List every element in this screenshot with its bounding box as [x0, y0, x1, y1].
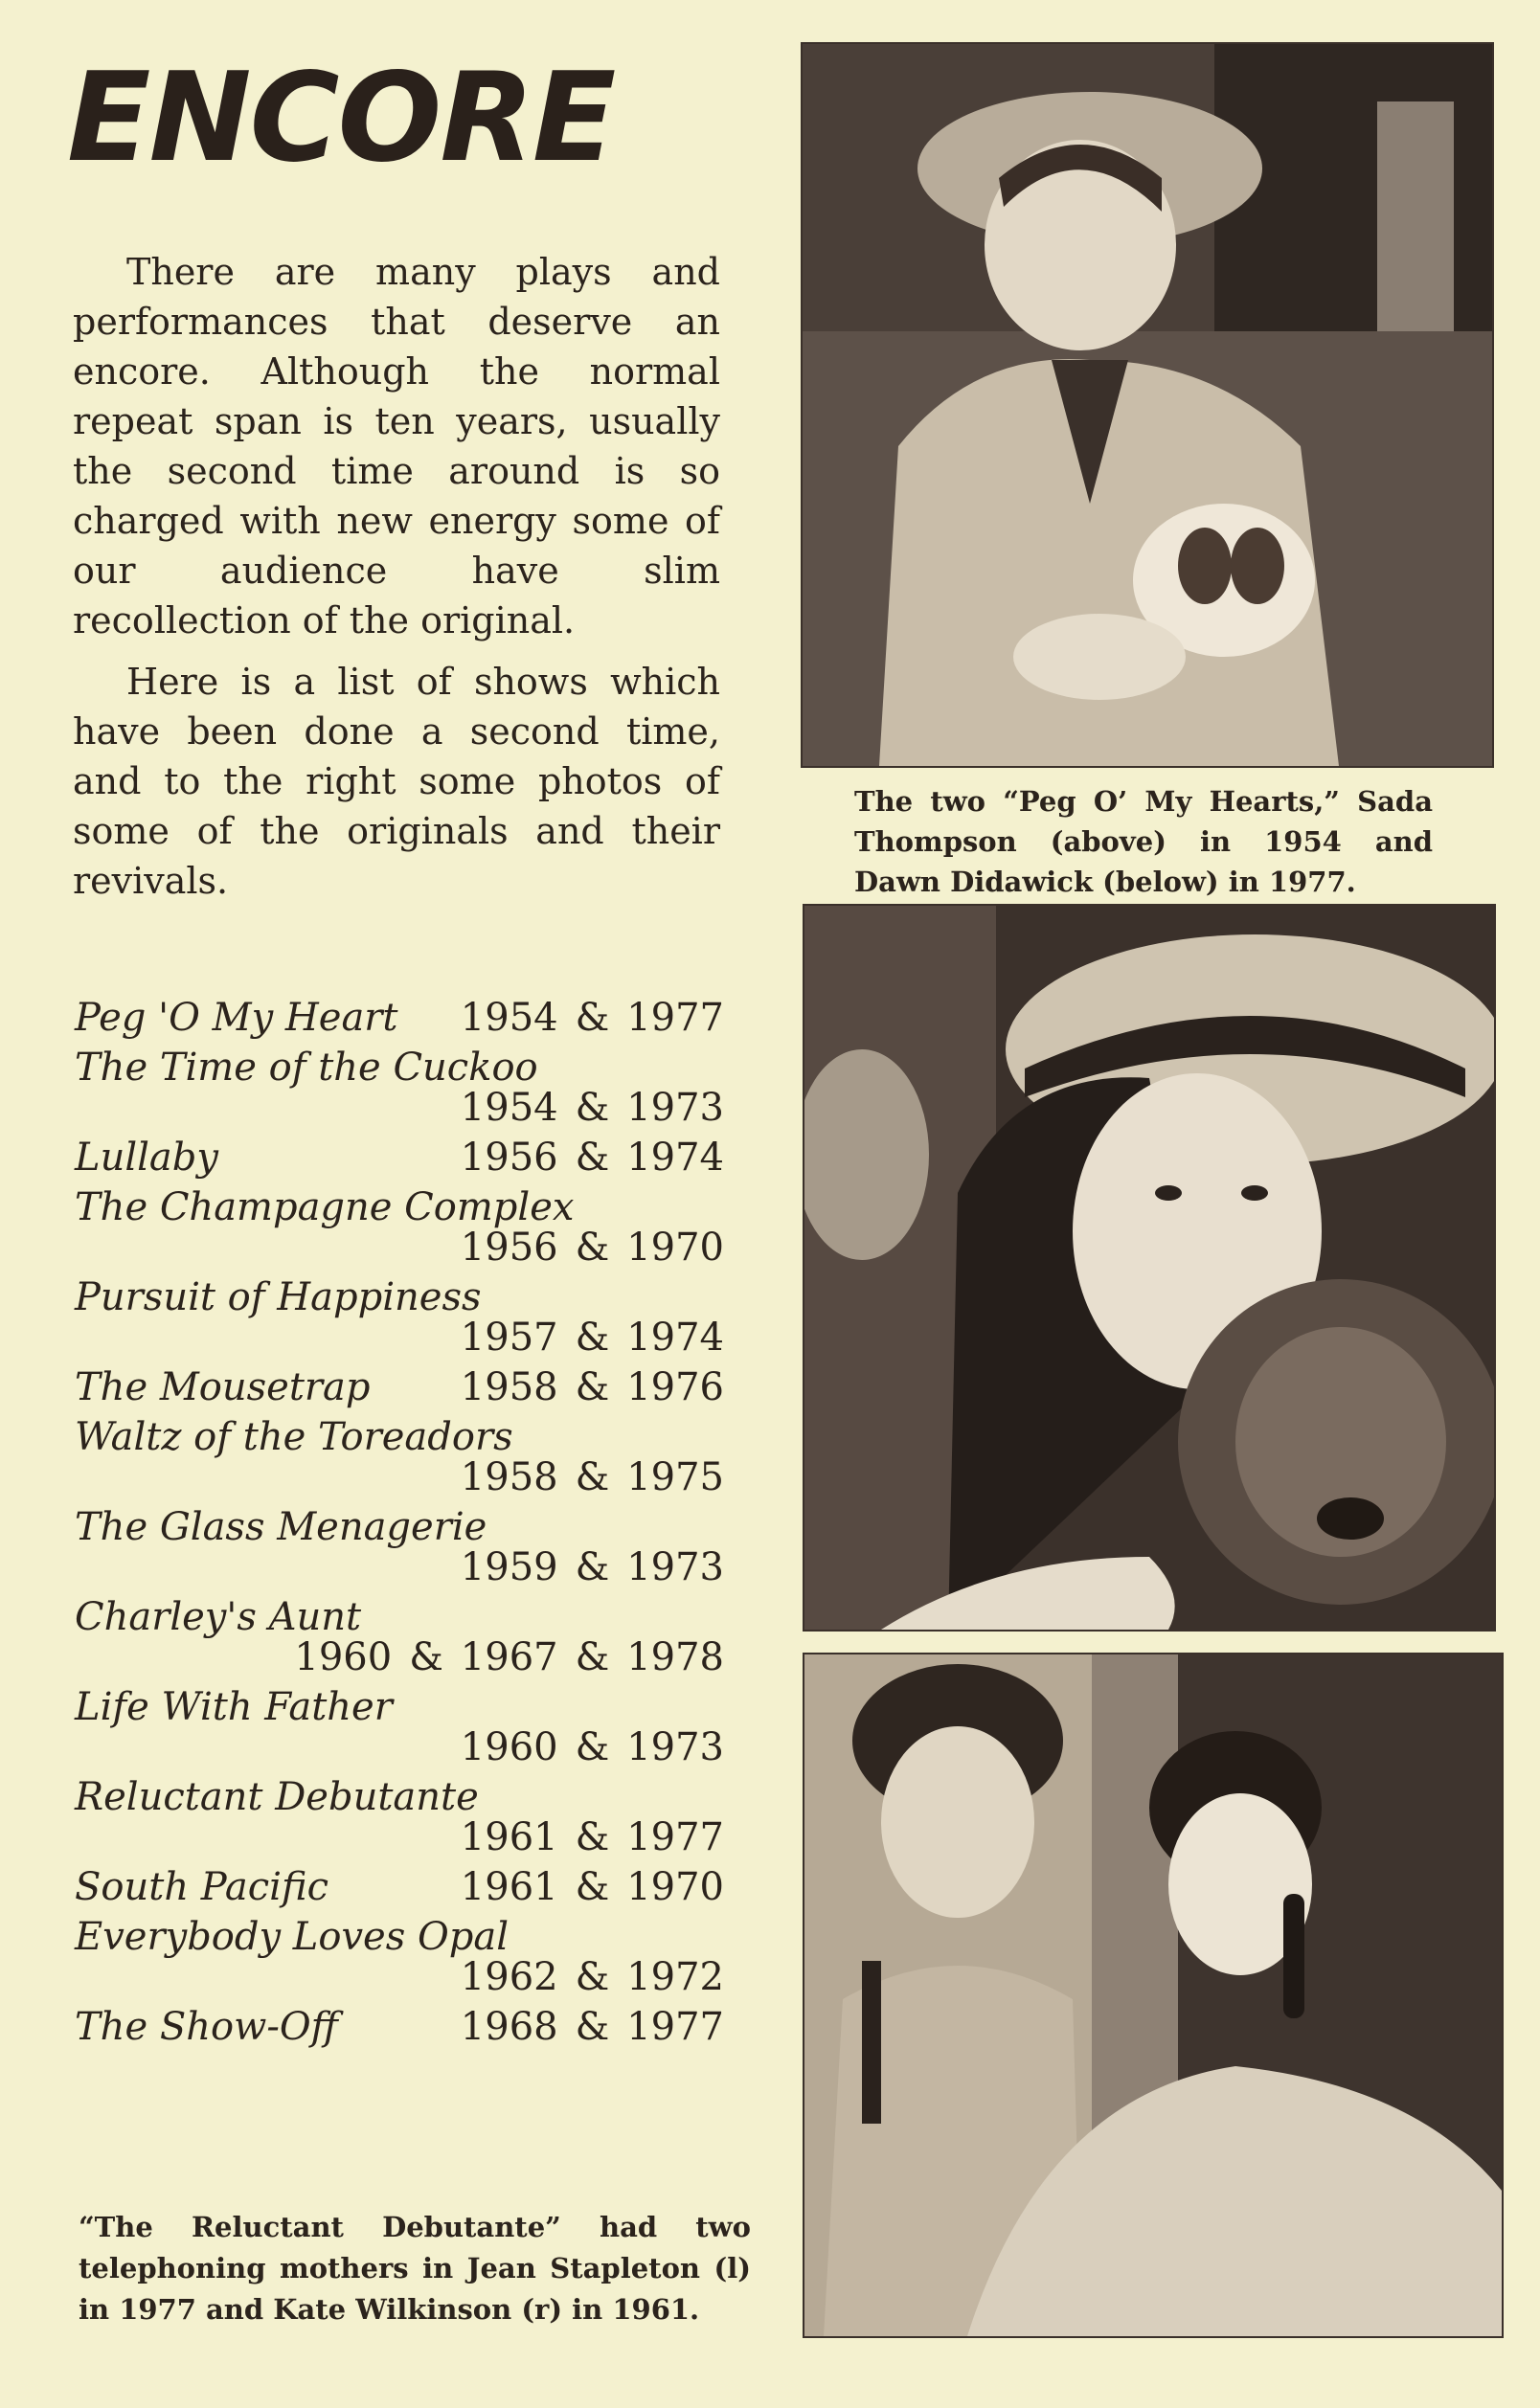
show-year: 1957	[460, 1316, 558, 1360]
show-year: 1973	[626, 1086, 724, 1130]
show-row	[75, 1595, 724, 1685]
show-row	[75, 1046, 724, 1136]
show-year: 1958	[460, 1455, 558, 1499]
show-year: 1972	[626, 1955, 724, 1999]
show-year: 1970	[626, 1865, 724, 1909]
show-year: 1974	[626, 1136, 724, 1180]
show-year: 1961	[460, 1865, 558, 1909]
show-years	[461, 1365, 724, 1409]
show-title: South Pacific	[75, 1865, 329, 1909]
photo-caption-reluctant-debutante: “The Reluctant Debutante” had two telephoning mothers in Jean Stapleton (l) in 1977 and Kate Wilkinson (r) in 1961.	[79, 2211, 751, 2326]
show-row	[75, 1865, 724, 1915]
photo-dawn-didawick	[803, 904, 1496, 1632]
show-row	[75, 1275, 724, 1365]
show-title: Waltz of the Toreadors	[75, 1415, 513, 1459]
intro-paragraph-1: There are many plays and performances that deserve an encore. Although the normal repeat span is ten years, usually the second time around is so charged with new energy some of our audience have slim recollection of the original.	[73, 251, 720, 641]
ampersand: &	[575, 1136, 610, 1180]
show-years	[461, 1955, 724, 1999]
show-years	[461, 2005, 724, 2049]
show-year: 1975	[626, 1455, 724, 1499]
show-title: Reluctant Debutante	[75, 1775, 479, 1819]
show-year: 1961	[460, 1815, 558, 1859]
show-years	[461, 1545, 724, 1589]
ampersand: &	[575, 1545, 610, 1589]
show-row	[75, 1775, 724, 1865]
ampersand: &	[575, 2005, 610, 2049]
show-title: The Time of the Cuckoo	[75, 1046, 538, 1090]
show-row	[75, 996, 724, 1046]
show-years	[461, 1455, 724, 1499]
show-title: Peg 'O My Heart	[75, 996, 398, 1040]
show-year: 1954	[460, 1086, 558, 1130]
show-year: 1956	[460, 1226, 558, 1270]
show-years	[461, 1815, 724, 1859]
show-year: 1967	[460, 1635, 558, 1679]
show-title: Life With Father	[75, 1685, 393, 1729]
show-title: Everybody Loves Opal	[75, 1915, 509, 1959]
ampersand: &	[409, 1635, 443, 1679]
show-years	[461, 1865, 724, 1909]
ampersand: &	[575, 1815, 610, 1859]
show-title: Lullaby	[75, 1136, 218, 1180]
show-year: 1970	[626, 1226, 724, 1270]
show-row	[75, 1185, 724, 1275]
show-row	[75, 2005, 724, 2055]
photo-telephoning-mothers	[803, 1653, 1504, 2338]
show-years	[294, 1635, 724, 1679]
show-row	[75, 1365, 724, 1415]
ampersand: &	[575, 1635, 610, 1679]
ampersand: &	[575, 1865, 610, 1909]
show-years	[461, 1316, 724, 1360]
show-year: 1977	[626, 996, 724, 1040]
show-year: 1978	[626, 1635, 724, 1679]
show-year: 1968	[460, 2005, 558, 2049]
show-year: 1960	[294, 1635, 393, 1679]
show-title: The Glass Menagerie	[75, 1505, 487, 1549]
show-year: 1962	[460, 1955, 558, 1999]
show-year: 1960	[460, 1725, 558, 1769]
photo-caption-peg-o-my-heart: The two “Peg O’ My Hearts,” Sada Thompson (above) in 1954 and Dawn Didawick (below) in 1977.	[854, 785, 1433, 898]
show-year: 1958	[460, 1365, 558, 1409]
show-title: Charley's Aunt	[75, 1595, 362, 1639]
ampersand: &	[575, 996, 610, 1040]
show-list	[75, 996, 724, 2055]
show-year: 1959	[460, 1545, 558, 1589]
ampersand: &	[575, 1955, 610, 1999]
ampersand: &	[575, 1316, 610, 1360]
show-year: 1977	[626, 2005, 724, 2049]
ampersand: &	[575, 1725, 610, 1769]
show-title: The Champagne Complex	[75, 1185, 575, 1229]
ampersand: &	[575, 1455, 610, 1499]
show-row	[75, 1136, 724, 1185]
show-row	[75, 1505, 724, 1595]
show-year: 1977	[626, 1815, 724, 1859]
intro-paragraph-2: Here is a list of shows which have been done a second time, and to the right some photos of some of the originals and their revivals.	[73, 661, 720, 902]
show-years	[461, 996, 724, 1040]
show-years	[461, 1086, 724, 1130]
show-year: 1956	[460, 1136, 558, 1180]
show-row	[75, 1685, 724, 1775]
show-title: The Mousetrap	[75, 1365, 371, 1409]
ampersand: &	[575, 1086, 610, 1130]
show-row	[75, 1915, 724, 2005]
show-year: 1974	[626, 1316, 724, 1360]
show-title: Pursuit of Happiness	[75, 1275, 482, 1319]
show-title: The Show-Off	[75, 2005, 338, 2049]
page-title: ENCORE	[67, 47, 615, 190]
show-row	[75, 1415, 724, 1505]
ampersand: &	[575, 1365, 610, 1409]
show-years	[461, 1226, 724, 1270]
show-year: 1976	[626, 1365, 724, 1409]
photo-sada-thompson	[801, 42, 1494, 768]
show-year: 1954	[460, 996, 558, 1040]
show-year: 1973	[626, 1725, 724, 1769]
show-years	[461, 1725, 724, 1769]
show-years	[461, 1136, 724, 1180]
show-year: 1973	[626, 1545, 724, 1589]
ampersand: &	[575, 1226, 610, 1270]
